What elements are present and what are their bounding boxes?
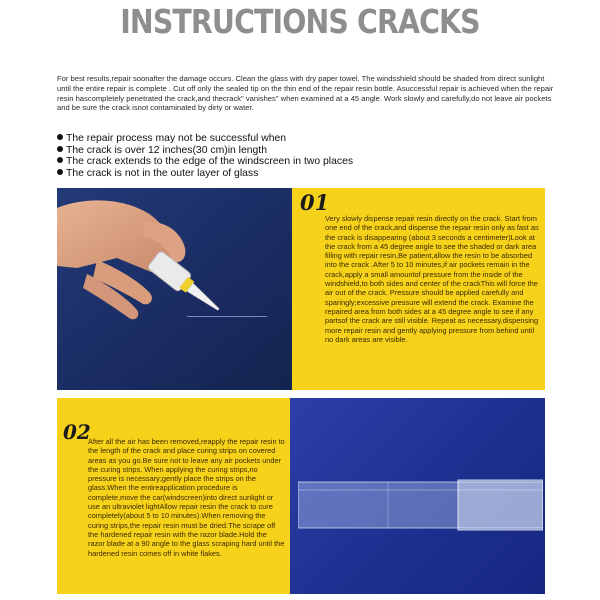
bullet-dot-icon (57, 169, 63, 175)
step-text: After all the air has been removed,reapply the repair resin to the length of the crack and place curing strips on covered areas as you go.Be sure not to leave any air pockets under the curing strips. When applying the curing strips,no pressure is necessary;gently place the strips on the glass.When the entireapplication procedure is complete,move the car(windscreen)into direct sunlight or use an ultraviolet lightAllow repair resin the crack to cure completely(about 5 to 10 minutes).When removing the curing strips,the repair resin must be dried.The scrape off the hardened repair resin with the razor blade.Hold the razor blade at a 90 angle to the glass scraping hard until the hardened resin comes off in white flakes. (88, 437, 285, 558)
bullet-dot-icon (57, 146, 63, 152)
step-number: 01 (300, 190, 330, 215)
bullet-item: The crack is over 12 inches(30 cm)in length (57, 145, 537, 157)
bullet-list (57, 133, 537, 179)
step-text: Very slowly dispense repair resin directly on the crack. Start from one end of the crack,and dispense the repair resin only as fast as the crack is disappearing (about 3 seconds a centimeter)Look at the crack from a 45 degree angle to see the shaded or dark area filling with repair resin,Be patient,allow the resin to be absorbed into the crack .After 5 to 10 minutes,if air pockets remain in the crack,apply a small amountof pressure from the inside of the windshield,to both sides and center of the crackThis will force the air out of the crack. Pressure should be applied carefully and sparingly;excessive pressure will extend the crack. Examine the repaired area from both sides at a 45 degree angle to see if any partsof the crack are still visible. Repeat as necessary,dispensing more repair resin and gently applying pressure from behind until no dark areas are visible. (325, 214, 539, 344)
page-title: INSTRUCTIONS CRACKS (120, 2, 480, 41)
curing-strip-illustration (298, 478, 543, 534)
bullet-item: The crack extends to the edge of the windscreen in two places (57, 156, 537, 168)
hand-applying-resin-illustration (57, 188, 292, 390)
bullet-item: The repair process may not be successful when (57, 133, 537, 145)
step2-panel (57, 398, 290, 594)
bullet-dot-icon (57, 134, 63, 140)
bullet-item: The crack is not in the outer layer of glass (57, 168, 537, 180)
step1-panel (292, 188, 545, 390)
step2-photo (290, 398, 545, 594)
intro-paragraph: For best results,repair soonafter the damage occurs. Clean the glass with dry paper towel. The windsshield should be shaded from direct sunlight until the entire repair is complete . Cut off only the sealed tip on the thin end of the repair resin bottle. Asuccessful repair is achieved when the repair resin hascompletely penetrated the crack,and thecrack" vanishes" when examined at a 45 angle. Work slowly and carefully,do not leave air pockets and be sure the crack isnot contaminated by dirty or water. (57, 74, 554, 113)
step1-photo (57, 188, 292, 390)
step-number: 02 (63, 420, 91, 444)
bullet-dot-icon (57, 157, 63, 163)
